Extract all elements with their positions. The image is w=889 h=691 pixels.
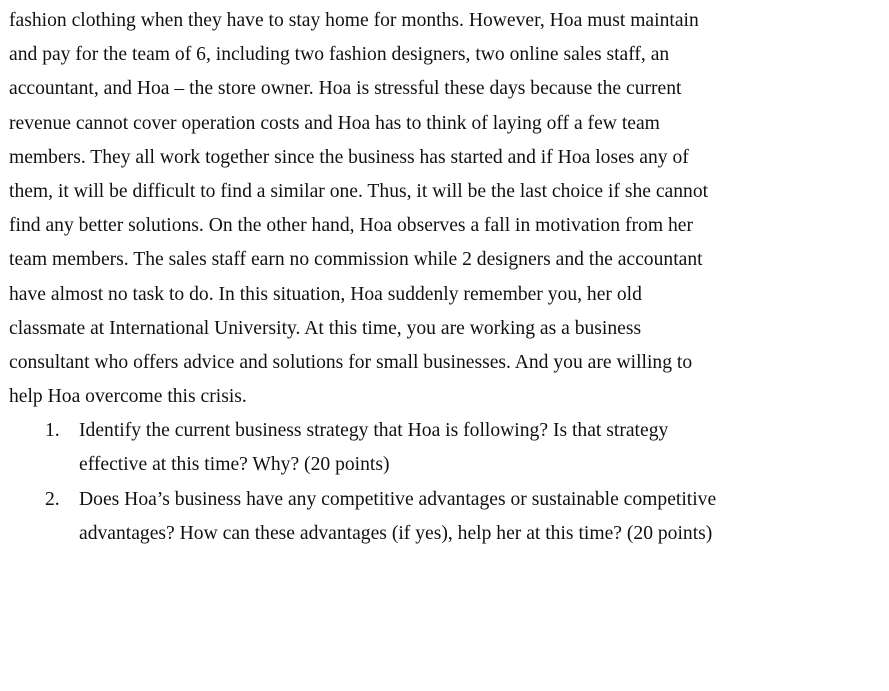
paragraph-line: fashion clothing when they have to stay home for months. However, Hoa must maintain [9,10,699,31]
question-line: advantages? How can these advantages (if yes), help her at this time? (20 points) [79,522,713,544]
question-item-2 [9,483,881,551]
question-number: 2. [45,488,60,510]
question-line: Does Hoa’s business have any competitive advantages or sustainable competitive [79,488,717,510]
paragraph-line: them, it will be difficult to find a similar one. Thus, it will be the last choice if she cannot [9,180,709,202]
question-item-1 [9,414,881,482]
paragraph-line: consultant who offers advice and solutions for small businesses. And you are willing to [9,351,693,373]
paragraph-line: members. They all work together since the business has started and if Hoa loses any of [9,146,689,168]
question-line: Identify the current business strategy that Hoa is following? Is that strategy [79,420,669,442]
question-list [9,414,881,551]
paragraph-line: have almost no task to do. In this situation, Hoa suddenly remember you, her old [9,283,642,305]
paragraph-line: team members. The sales staff earn no commission while 2 designers and the accountant [9,249,703,271]
paragraph-line: and pay for the team of 6, including two fashion designers, two online sales staff, an [9,44,670,66]
paragraph-line: revenue cannot cover operation costs and Hoa has to think of laying off a few team [9,112,660,134]
question-line: effective at this time? Why? (20 points) [79,454,390,476]
paragraph-line: accountant, and Hoa – the store owner. Hoa is stressful these days because the current [9,78,682,100]
document-body [9,4,881,551]
paragraph-line: help Hoa overcome this crisis. [9,386,247,408]
paragraph-line: classmate at International University. At this time, you are working as a business [9,317,642,339]
case-paragraph [9,4,881,414]
question-number: 1. [45,420,60,442]
paragraph-line: find any better solutions. On the other hand, Hoa observes a fall in motivation from her [9,215,693,237]
